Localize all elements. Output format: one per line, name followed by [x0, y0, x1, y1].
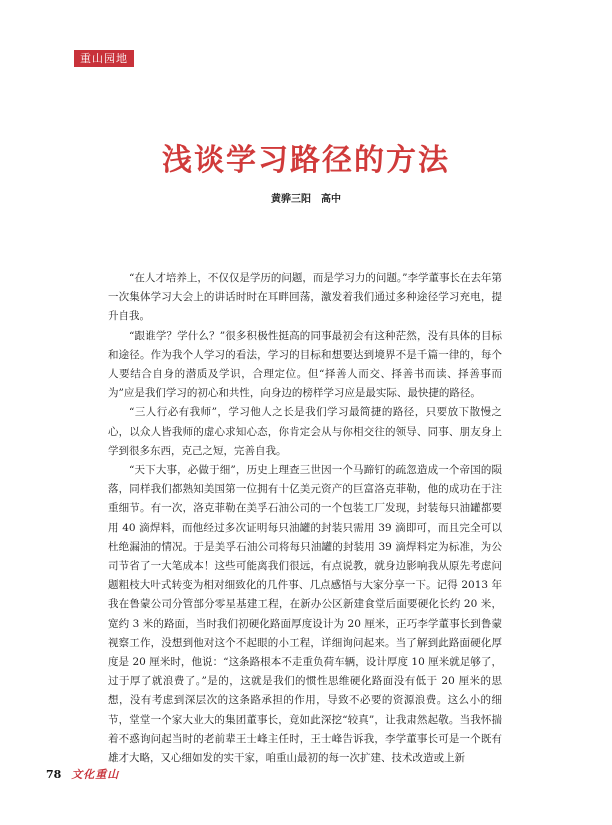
article-title: 浅谈学习路径的方法: [162, 143, 450, 178]
page-footer: [46, 766, 119, 782]
article-body: [108, 269, 502, 768]
author-name: 黄骅三阳: [271, 194, 311, 205]
byline: [0, 193, 612, 207]
author-school: 高中: [321, 194, 341, 205]
paragraph: “天下大事，必做于细”，历史上理查三世因一个马蹄钉的疏忽造成一个帝国的陨落，同样我们都熟知美国第一位拥有十亿美元资产的巨富洛克菲勒，他的成功在于注重细节。有一次，洛克菲勒在美孚石油公司的一个包装工厂发现，封装每只油罐都要用 40 滴焊料，而他经过多次证明每只油罐的封装只需用 39 滴即可，而且完全可以杜绝漏油的情况。于是美孚石油公司将每只油罐的封装用 39 滴焊料定为标准，为公司节省了一大笔成本！这些可能离我们很远，有点说教，就身边影响我从原先考虑问题粗枝大叶式转变为相对细致化的几件事、几点感悟与大家分享一下。记得 2013 年我在鲁蒙公司分管部分零星基建工程，在新办公区新建食堂后面要硬化长约 20 米，宽约 3 米的路面，当时我们初硬化路面厚度设计为 20 厘米，正巧李学董事长到鲁蒙视察工作，没想到他对这个不起眼的小工程，详细询问起来。当了解到此路面硬化厚度是 20 厘米时，他说：“这条路根本不走重负荷车辆，设计厚度 10 厘米就足够了，过于厚了就浪费了。”是的，这就是我们的惯性思维硬化路面没有低于 20 厘米的思想，没有考虑到深层次的这条路承担的作用，导致不必要的资源浪费。这么小的细节，堂堂一个家大业大的集团董事长，竟如此深挖“较真”，让我肃然起敬。当我怀揣着不惑询问起当时的老前辈王士峰主任时，王士峰告诉我，李学董事长可是一个既有雄才大略，又心细如发的实干家，咱重山最初的每一次扩建、技术改造或上新: [108, 464, 502, 765]
paragraph: “三人行必有我师”，学习他人之长是我们学习最简捷的路径，只要放下散慢之心，以众人皆我师的虚心求知心态，你肯定会从与你相交往的领导、同事、朋友身上学到很多东西，克己之短，完善自我。: [108, 406, 502, 457]
magazine-logo: 文化重山: [71, 768, 120, 781]
paragraph: “跟谁学？学什么？”很多积极性挺高的同事最初会有这种茫然，没有具体的目标和途径。作为我个人学习的看法，学习的目标和想要达到境界不是千篇一律的，每个人要结合自身的潜质及学识，合理定位。但“择善人而交、择善书而读、择善事而为”应是我们学习的初心和共性，向身边的榜样学习应是最实际、最快捷的路径。: [108, 329, 502, 400]
page-number: 78: [46, 767, 62, 781]
section-tag: 重山园地: [74, 50, 134, 67]
paragraph: “在人才培养上，不仅仅是学历的问题，而是学习力的问题。”李学董事长在去年第一次集体学习大会上的讲话时时在耳畔回荡，激发着我们通过多种途径学习充电，提升自我。: [108, 272, 502, 323]
